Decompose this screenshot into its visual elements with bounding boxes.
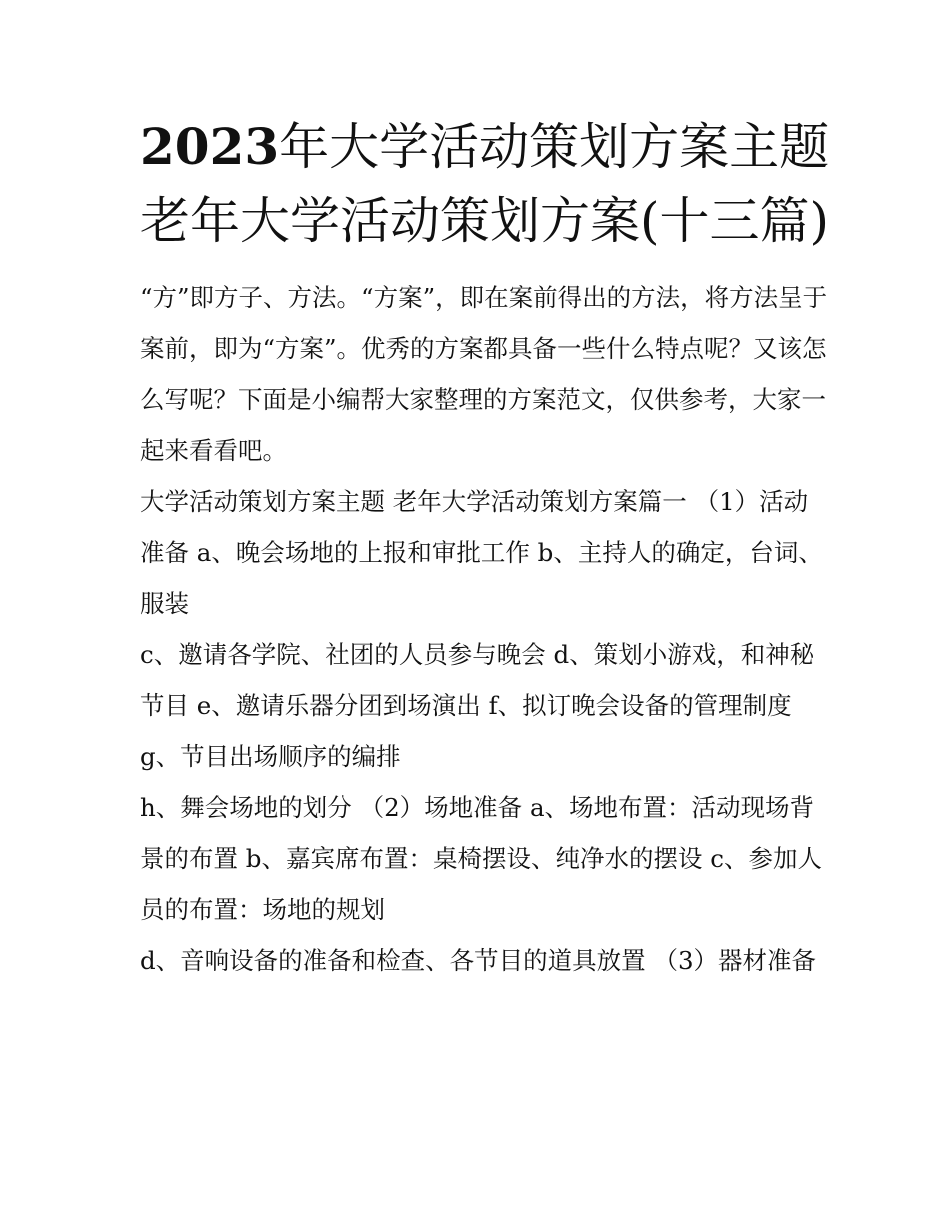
- body-paragraph: h、舞会场地的划分 （2）场地准备 a、场地布置：活动现场背景的布置 b、嘉宾席布置：桌椅摆设、纯净水的摆设 c、参加人员的布置：场地的规划: [140, 793, 822, 924]
- body-paragraph: c、邀请各学院、社团的人员参与晚会 d、策划小游戏，和神秘节目 e、邀请乐器分团到场演出 f、拟订晚会设备的管理制度 g、节目出场顺序的编排: [140, 640, 815, 771]
- body-paragraph: 大学活动策划方案主题 老年大学活动策划方案篇一 （1）活动准备 a、晚会场地的上报和审批工作 b、主持人的确定，台词、服装: [140, 487, 823, 618]
- document-page: [140, 110, 830, 986]
- title-year: 2023: [140, 117, 280, 176]
- title-text: 年大学活动策划方案主题老年大学活动策划方案(十三篇): [140, 118, 830, 250]
- intro-paragraph: “方”即方子、方法。“方案”，即在案前得出的方法，将方法呈于案前，即为“方案”。优秀的方案都具备一些什么特点呢？又该怎么写呢？下面是小编帮大家整理的方案范文，仅供参考，大家一起来看看吧。: [140, 283, 828, 465]
- document-title: [140, 110, 830, 258]
- body-paragraph: d、音响设备的准备和检查、各节目的道具放置 （3）器材准备: [140, 946, 817, 975]
